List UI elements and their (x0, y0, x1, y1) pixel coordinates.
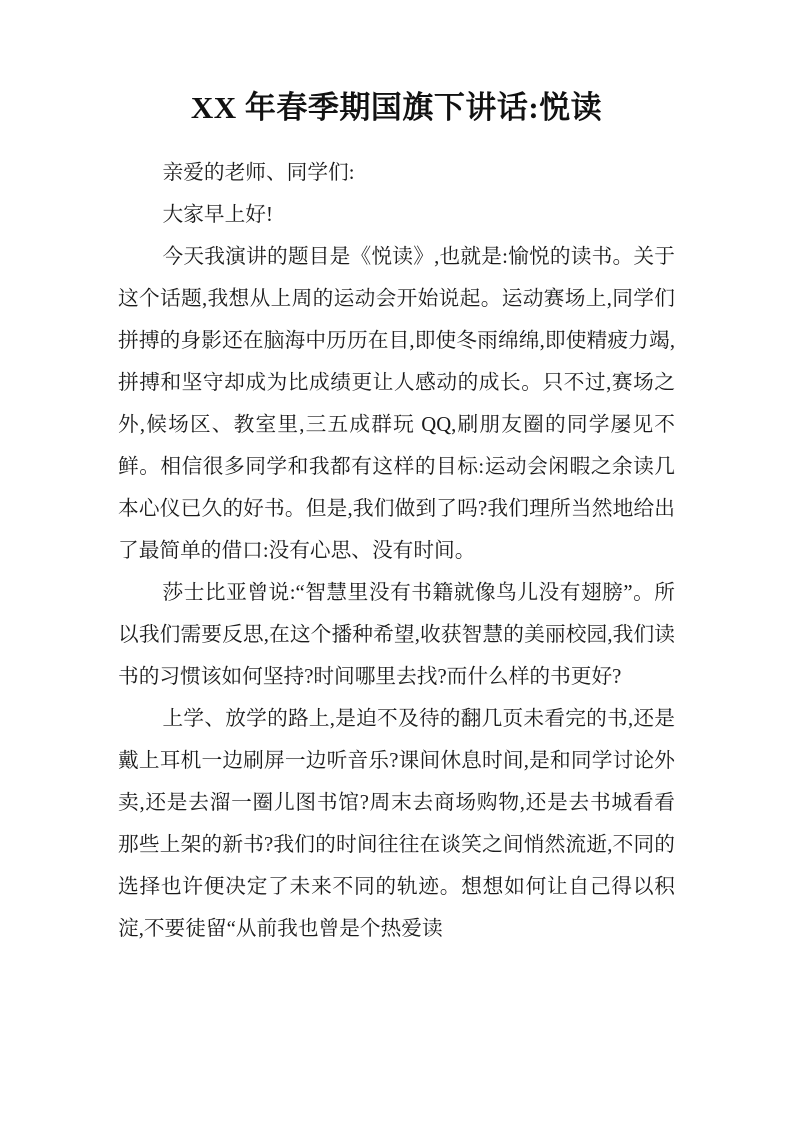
document-title: XX 年春季期国旗下讲话:悦读 (190, 90, 603, 125)
paragraph-speech-intro: 今天我演讲的题目是《悦读》,也就是:愉悦的读书。关于这个话题,我想从上周的运动会开始说起。运动赛场上,同学们拼搏的身影还在脑海中历历在目,即使冬雨绵绵,即使精疲力竭,拼搏和坚守却成为比成绩更让人感动的成长。只不过,赛场之外,候场区、教室里,三五成群玩 QQ,刷朋友圈的同学屡见不鲜。相信很多同学和我都有这样的目标:运动会闲暇之余读几本心仪已久的好书。但是,我们做到了吗?我们理所当然地给出了最简单的借口:没有心思、没有时间。 (118, 246, 675, 562)
paragraph-good-morning: 大家早上好! (162, 204, 273, 226)
paragraph-daily-choices: 上学、放学的路上,是迫不及待的翻几页未看完的书,还是戴上耳机一边刷屏一边听音乐?课间休息时间,是和同学讨论外卖,还是去溜一圈儿图书馆?周末去商场购物,还是去书城看看那些上架的新书?我们的时间往往在谈笑之间悄然流逝,不同的选择也许便决定了未来不同的轨迹。想想如何让自己得以积淀,不要徒留“从前我也曾是个热爱读 (118, 708, 675, 940)
paragraph-greeting: 亲爱的老师、同学们: (162, 162, 355, 184)
document-body (118, 152, 675, 950)
paragraph-shakespeare-quote: 莎士比亚曾说:“智慧里没有书籍就像鸟儿没有翅膀”。所以我们需要反思,在这个播种希望,收获智慧的美丽校园,我们读书的习惯该如何坚持?时间哪里去找?而什么样的书更好? (118, 582, 675, 688)
